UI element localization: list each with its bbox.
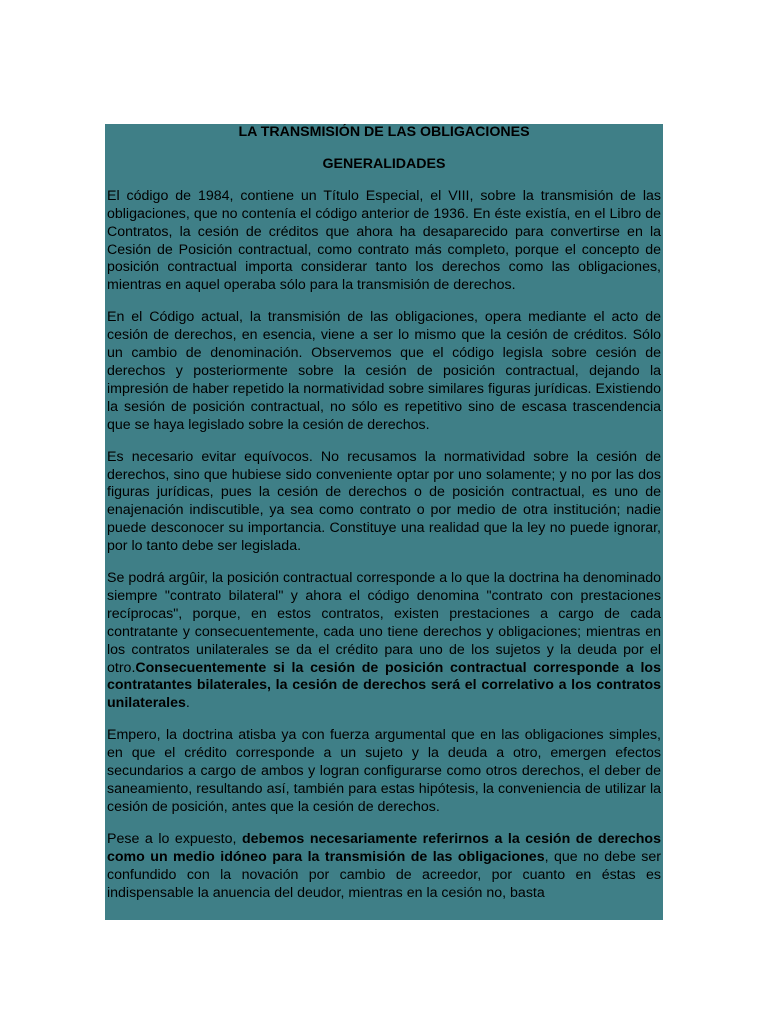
paragraph-5: Empero, la doctrina atisba ya con fuerza argumental que en las obligaciones simples, en que el crédito corresponde a un sujeto y la deuda a otro, emergen efectos secundarios a cargo de ambos y logran configurarse como otros derechos, el deber de saneamiento, resultando así, también para estas hipótesis, la conveniencia de utilizar la cesión de posición, antes que la cesión de derechos.	[107, 727, 661, 815]
paragraph-4-emphasis: Consecuentemente si la cesión de posición contractual corresponde a los contratantes bilaterales, la cesión de derechos será el correlativo a los contratos unilaterales	[107, 659, 661, 712]
paragraph-6-end: , que no debe ser confundido con la novación por cambio de acreedor, por cuanto en éstas es indispensable la anuencia del deudor, mientras en la cesión no, basta	[107, 848, 662, 901]
paragraph-4-end: .	[185, 695, 190, 712]
paragraph-6-text: Pese a lo expuesto,	[107, 830, 243, 847]
paragraph-3: Es necesario evitar equívocos. No recusamos la normatividad sobre la cesión de derechos, sino que hubiese sido conveniente optar por uno solamente; y no por las dos figuras jurídicas, pues la cesión de derechos o de posición contractual, es uno de enajenación indiscutible, ya sea como contrato o por medio de otra institución; nadie puede desconocer su importancia. Constituye una realidad que la ley no puede ignorar, por lo tanto debe ser legislada.	[107, 448, 661, 555]
paragraph-4-text: Se podrá argûir, la posición contractual corresponde a lo que la doctrina ha denominado siempre "contrato bilateral" y ahora el código denomina "contrato con prestaciones recíprocas", porque, en estos contratos, existen prestaciones a cargo de cada contratante y consecuentemente, cada uno tiene derechos y obligaciones; mientras en los contratos unilaterales se da el crédito para uno de los sujetos y la deuda por el otro.	[107, 570, 661, 676]
document-body	[105, 124, 663, 920]
paragraph-6-emphasis: debemos necesariamente referirnos a la cesión de derechos como un medio idóneo para la transmisión de las obligaciones	[107, 830, 661, 865]
document-title: LA TRANSMISIÓN DE LAS OBLIGACIONES	[238, 124, 530, 140]
paragraph-4	[107, 570, 661, 713]
paragraph-6	[107, 831, 661, 903]
paragraph-2: En el Código actual, la transmisión de las obligaciones, opera mediante el acto de cesión de derechos, en esencia, viene a ser lo mismo que la cesión de créditos. Sólo un cambio de denominación. Observemos que el código legisla sobre cesión de derechos y posteriormente sobre la cesión de posición contractual, dejando la impresión de haber repetido la normatividad sobre similares figuras jurídicas. Existiendo la sesión de posición contractual, no sólo es repetitivo sino de escasa trascendencia que se haya legislado sobre la cesión de derechos.	[107, 309, 661, 433]
paragraph-1: El código de 1984, contiene un Título Especial, el VIII, sobre la transmisión de las obligaciones, que no contenía el código anterior de 1936. En éste existía, en el Libro de Contratos, la cesión de créditos que ahora ha desaparecido para convertirse en la Cesión de Posición contractual, como contrato más completo, porque el concepto de posición contractual importa considerar tanto los derechos como las obligaciones, mientras en aquel operaba sólo para la transmisión de derechos.	[107, 187, 661, 294]
section-heading: GENERALIDADES	[322, 155, 446, 172]
